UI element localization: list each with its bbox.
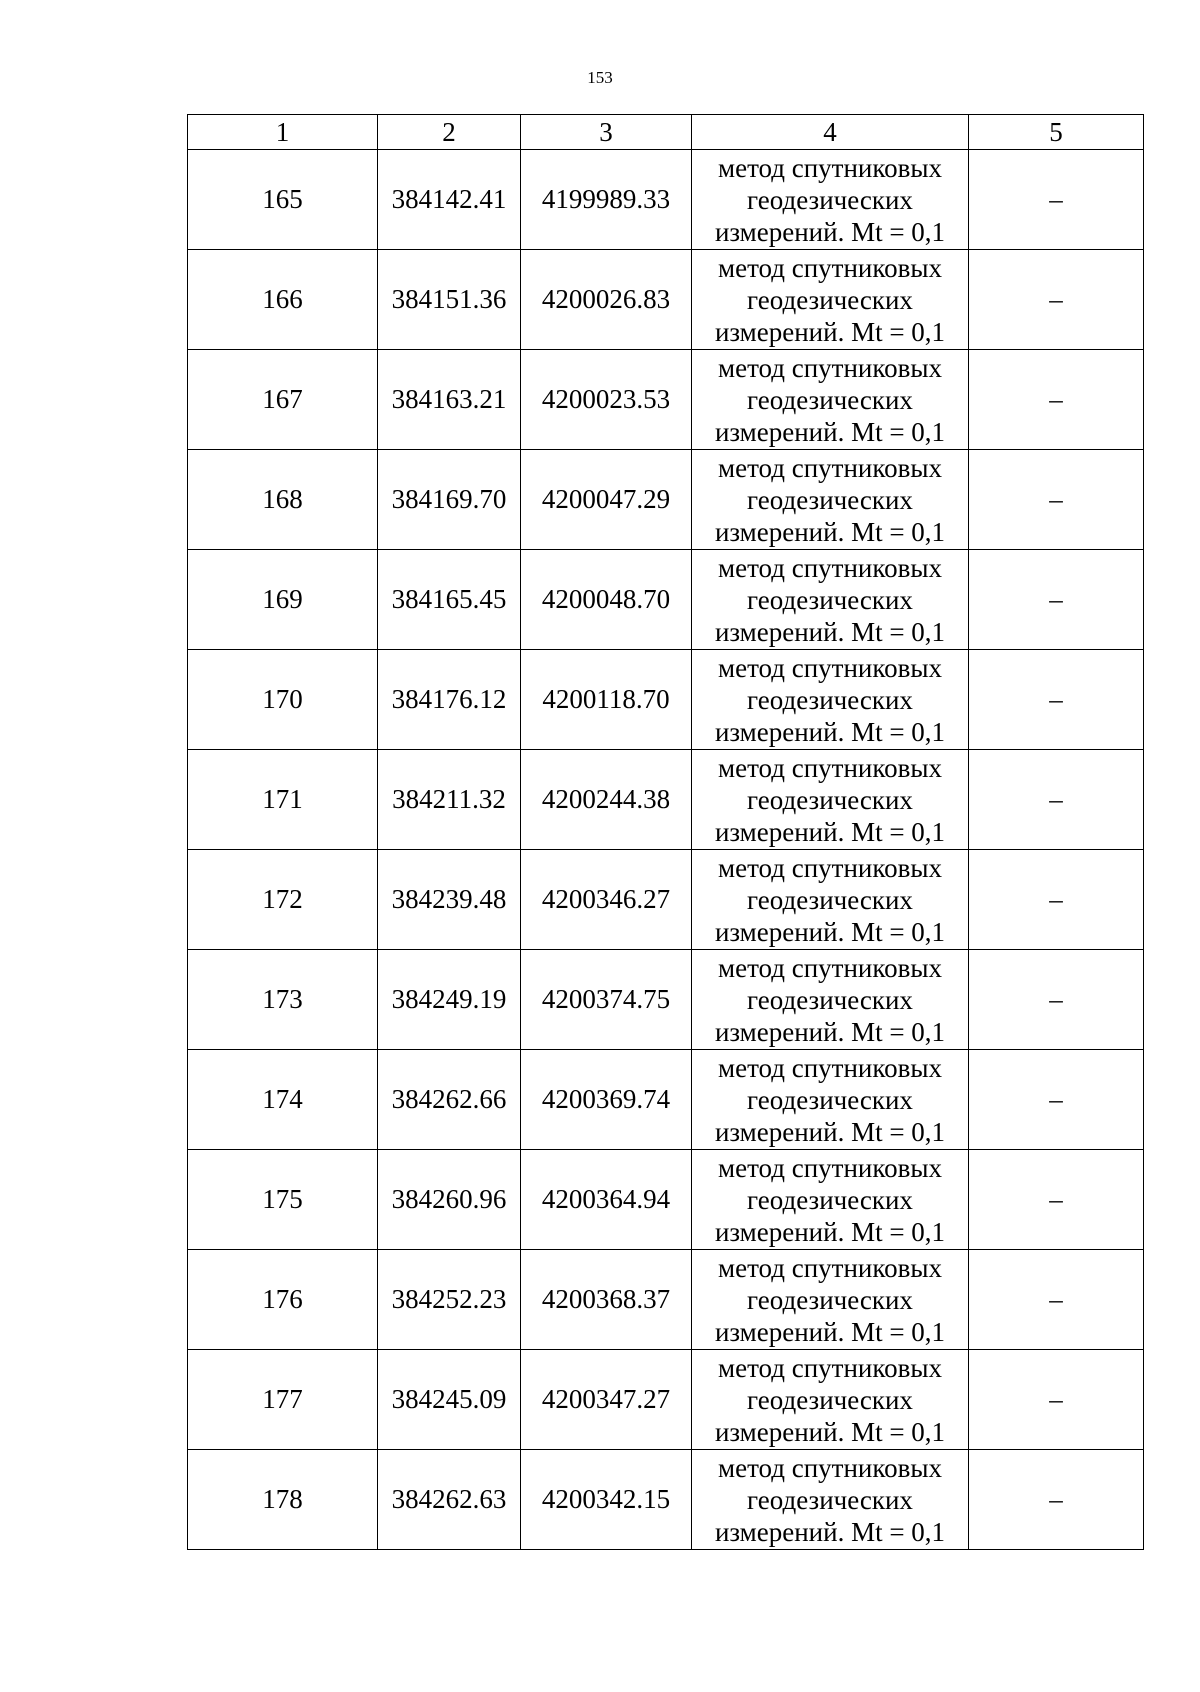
y-coordinate-cell: 4200346.27 <box>521 850 692 950</box>
method-line: измерений. Mt = 0,1 <box>714 516 946 547</box>
x-coordinate-cell: 384260.96 <box>378 1150 521 1250</box>
method-line: метод спутниковых <box>718 952 942 983</box>
point-number-cell: 171 <box>188 750 378 850</box>
note-cell: – <box>969 350 1144 450</box>
table-row <box>188 550 1144 650</box>
method-cell <box>692 950 969 1050</box>
column-header-3: 3 <box>521 115 692 150</box>
method-line: метод спутниковых <box>718 252 942 283</box>
method-line: измерений. Mt = 0,1 <box>714 1116 946 1147</box>
table-row <box>188 250 1144 350</box>
method-line: геодезических <box>747 184 913 215</box>
y-coordinate-cell: 4200023.53 <box>521 350 692 450</box>
x-coordinate-cell: 384163.21 <box>378 350 521 450</box>
table-row <box>188 150 1144 250</box>
x-coordinate-cell: 384169.70 <box>378 450 521 550</box>
note-cell: – <box>969 550 1144 650</box>
point-number-cell: 168 <box>188 450 378 550</box>
note-cell: – <box>969 1350 1144 1450</box>
table-row <box>188 650 1144 750</box>
method-line: геодезических <box>747 584 913 615</box>
method-line: геодезических <box>747 484 913 515</box>
y-coordinate-cell: 4200244.38 <box>521 750 692 850</box>
method-line: метод спутниковых <box>718 1052 942 1083</box>
y-coordinate-cell: 4200369.74 <box>521 1050 692 1150</box>
column-header-4: 4 <box>692 115 969 150</box>
method-line: измерений. Mt = 0,1 <box>714 1016 946 1047</box>
point-number-cell: 178 <box>188 1450 378 1550</box>
table-row <box>188 1250 1144 1350</box>
y-coordinate-cell: 4199989.33 <box>521 150 692 250</box>
method-line: измерений. Mt = 0,1 <box>714 816 946 847</box>
y-coordinate-cell: 4200047.29 <box>521 450 692 550</box>
table-row <box>188 850 1144 950</box>
table-header-row <box>188 115 1144 150</box>
y-coordinate-cell: 4200374.75 <box>521 950 692 1050</box>
point-number-cell: 172 <box>188 850 378 950</box>
method-line: геодезических <box>747 984 913 1015</box>
method-line: геодезических <box>747 684 913 715</box>
column-header-2: 2 <box>378 115 521 150</box>
method-cell <box>692 150 969 250</box>
method-line: измерений. Mt = 0,1 <box>714 1416 946 1447</box>
method-cell <box>692 850 969 950</box>
method-line: метод спутниковых <box>718 852 942 883</box>
note-cell: – <box>969 1150 1144 1250</box>
method-line: метод спутниковых <box>718 1152 942 1183</box>
method-cell <box>692 1150 969 1250</box>
method-line: геодезических <box>747 884 913 915</box>
point-number-cell: 177 <box>188 1350 378 1450</box>
point-number-cell: 169 <box>188 550 378 650</box>
method-line: измерений. Mt = 0,1 <box>714 716 946 747</box>
method-line: геодезических <box>747 1384 913 1415</box>
x-coordinate-cell: 384239.48 <box>378 850 521 950</box>
method-cell <box>692 750 969 850</box>
note-cell: – <box>969 150 1144 250</box>
table-body <box>188 150 1144 1550</box>
point-number-cell: 166 <box>188 250 378 350</box>
table-row <box>188 350 1144 450</box>
note-cell: – <box>969 850 1144 950</box>
point-number-cell: 167 <box>188 350 378 450</box>
page-number: 153 <box>587 68 613 87</box>
method-line: геодезических <box>747 1084 913 1115</box>
x-coordinate-cell: 384165.45 <box>378 550 521 650</box>
method-line: метод спутниковых <box>718 652 942 683</box>
method-cell <box>692 450 969 550</box>
method-line: измерений. Mt = 0,1 <box>714 416 946 447</box>
table-row <box>188 750 1144 850</box>
method-line: геодезических <box>747 284 913 315</box>
point-number-cell: 165 <box>188 150 378 250</box>
method-line: измерений. Mt = 0,1 <box>714 316 946 347</box>
y-coordinate-cell: 4200026.83 <box>521 250 692 350</box>
method-line: метод спутниковых <box>718 1252 942 1283</box>
method-cell <box>692 550 969 650</box>
method-cell <box>692 250 969 350</box>
point-number-cell: 176 <box>188 1250 378 1350</box>
y-coordinate-cell: 4200364.94 <box>521 1150 692 1250</box>
table-row <box>188 1150 1144 1250</box>
method-line: метод спутниковых <box>718 152 942 183</box>
method-line: метод спутниковых <box>718 752 942 783</box>
method-line: метод спутниковых <box>718 1452 942 1483</box>
x-coordinate-cell: 384262.66 <box>378 1050 521 1150</box>
table-row <box>188 1450 1144 1550</box>
note-cell: – <box>969 1450 1144 1550</box>
method-line: измерений. Mt = 0,1 <box>714 1216 946 1247</box>
x-coordinate-cell: 384252.23 <box>378 1250 521 1350</box>
method-line: измерений. Mt = 0,1 <box>714 1516 946 1547</box>
method-line: геодезических <box>747 1484 913 1515</box>
method-line: геодезических <box>747 784 913 815</box>
method-line: метод спутниковых <box>718 552 942 583</box>
method-cell <box>692 1350 969 1450</box>
x-coordinate-cell: 384262.63 <box>378 1450 521 1550</box>
table-row <box>188 1050 1144 1150</box>
point-number-cell: 175 <box>188 1150 378 1250</box>
note-cell: – <box>969 1250 1144 1350</box>
point-number-cell: 173 <box>188 950 378 1050</box>
y-coordinate-cell: 4200347.27 <box>521 1350 692 1450</box>
x-coordinate-cell: 384245.09 <box>378 1350 521 1450</box>
note-cell: – <box>969 1050 1144 1150</box>
coordinates-table <box>187 114 1144 1550</box>
x-coordinate-cell: 384142.41 <box>378 150 521 250</box>
x-coordinate-cell: 384151.36 <box>378 250 521 350</box>
method-line: измерений. Mt = 0,1 <box>714 1316 946 1347</box>
method-line: геодезических <box>747 384 913 415</box>
method-line: измерений. Mt = 0,1 <box>714 216 946 247</box>
x-coordinate-cell: 384211.32 <box>378 750 521 850</box>
column-header-1: 1 <box>188 115 378 150</box>
method-cell <box>692 350 969 450</box>
column-header-5: 5 <box>969 115 1144 150</box>
method-line: метод спутниковых <box>718 352 942 383</box>
method-cell <box>692 1250 969 1350</box>
table-row <box>188 1350 1144 1450</box>
y-coordinate-cell: 4200118.70 <box>521 650 692 750</box>
method-line: геодезических <box>747 1184 913 1215</box>
note-cell: – <box>969 250 1144 350</box>
point-number-cell: 174 <box>188 1050 378 1150</box>
point-number-cell: 170 <box>188 650 378 750</box>
method-cell <box>692 1050 969 1150</box>
note-cell: – <box>969 750 1144 850</box>
table-row <box>188 450 1144 550</box>
method-line: измерений. Mt = 0,1 <box>714 616 946 647</box>
note-cell: – <box>969 650 1144 750</box>
method-line: измерений. Mt = 0,1 <box>714 916 946 947</box>
x-coordinate-cell: 384176.12 <box>378 650 521 750</box>
method-cell <box>692 1450 969 1550</box>
method-line: геодезических <box>747 1284 913 1315</box>
y-coordinate-cell: 4200048.70 <box>521 550 692 650</box>
method-cell <box>692 650 969 750</box>
y-coordinate-cell: 4200368.37 <box>521 1250 692 1350</box>
y-coordinate-cell: 4200342.15 <box>521 1450 692 1550</box>
note-cell: – <box>969 950 1144 1050</box>
method-line: метод спутниковых <box>718 452 942 483</box>
method-line: метод спутниковых <box>718 1352 942 1383</box>
x-coordinate-cell: 384249.19 <box>378 950 521 1050</box>
table-row <box>188 950 1144 1050</box>
note-cell: – <box>969 450 1144 550</box>
